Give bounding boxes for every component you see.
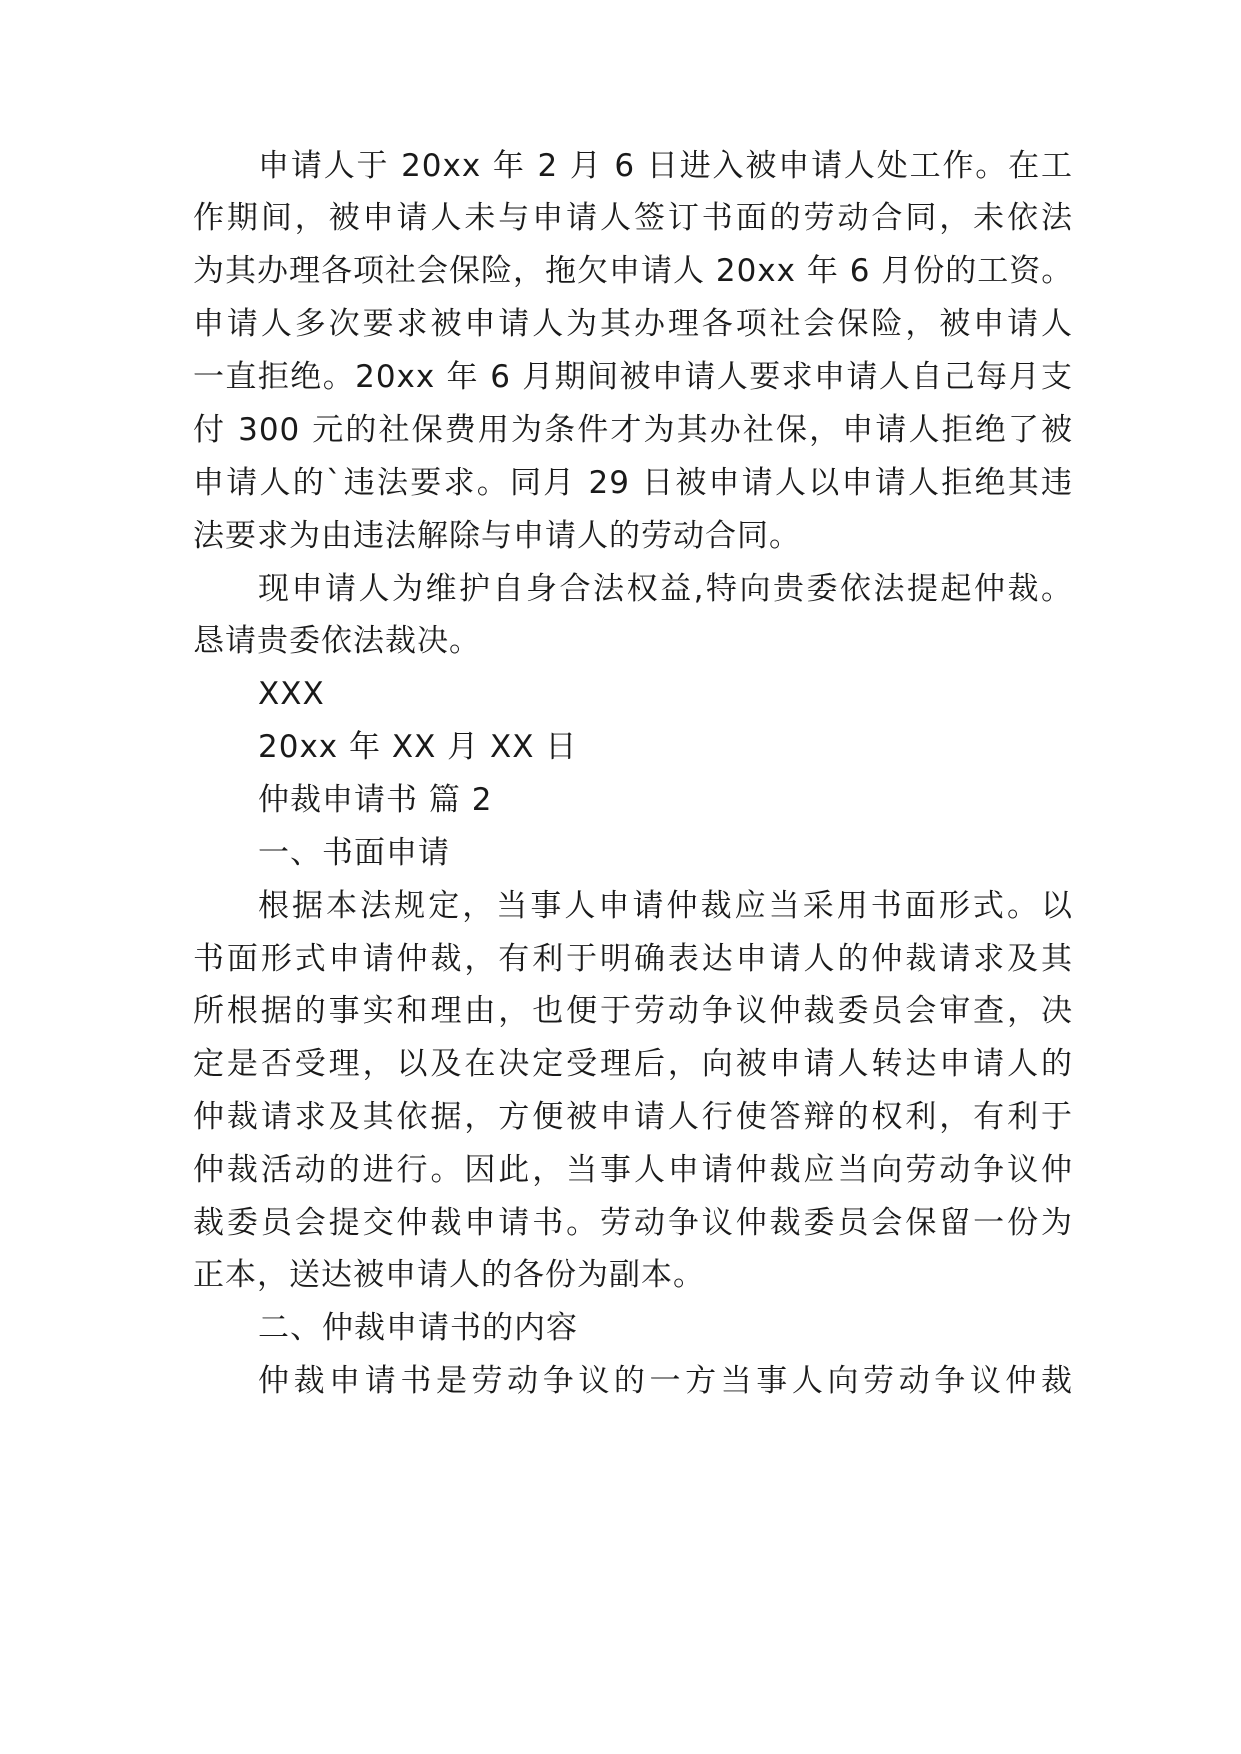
paragraph-line: 法要求为由违法解除与申请人的劳动合同。 xyxy=(193,518,801,554)
signature-name: XXX xyxy=(258,676,325,712)
paragraph-line: 恳请贵委依法裁决。 xyxy=(193,623,481,659)
paragraph-line: 现申请人为维护自身合法权益,特向贵委依法提起仲裁。 xyxy=(258,571,1073,607)
paragraph-line: 付 300 元的社保费用为条件才为其办社保，申请人拒绝了被 xyxy=(193,412,1073,448)
paragraph-line: 作期间，被申请人未与申请人签订书面的劳动合同，未依法 xyxy=(193,200,1073,236)
paragraph-line: 仲裁申请书是劳动争议的一方当事人向劳动争议仲裁 xyxy=(258,1363,1073,1399)
paragraph-line: 根据本法规定，当事人申请仲裁应当采用书面形式。以 xyxy=(258,888,1073,924)
section-heading: 二、仲裁申请书的内容 xyxy=(258,1310,578,1346)
paragraph-line: 仲裁请求及其依据，方便被申请人行使答辩的权利，有利于 xyxy=(193,1099,1073,1135)
paragraph-line: 一直拒绝。20xx 年 6 月期间被申请人要求申请人自己每月支 xyxy=(193,359,1073,395)
signature-date: 20xx 年 XX 月 XX 日 xyxy=(258,729,578,765)
section-title: 仲裁申请书 篇 2 xyxy=(258,782,493,818)
paragraph-line: 仲裁活动的进行。因此，当事人申请仲裁应当向劳动争议仲 xyxy=(193,1152,1073,1188)
paragraph-line: 定是否受理，以及在决定受理后，向被申请人转达申请人的 xyxy=(193,1046,1073,1082)
paragraph-line: 正本，送达被申请人的各份为副本。 xyxy=(193,1257,705,1293)
paragraph-line: 书面形式申请仲裁，有利于明确表达申请人的仲裁请求及其 xyxy=(193,941,1073,977)
section-heading: 一、书面申请 xyxy=(258,835,450,871)
paragraph-line: 申请人的`违法要求。同月 29 日被申请人以申请人拒绝其违 xyxy=(193,465,1073,501)
paragraph-line: 裁委员会提交仲裁申请书。劳动争议仲裁委员会保留一份为 xyxy=(193,1205,1073,1241)
paragraph-line: 为其办理各项社会保险，拖欠申请人 20xx 年 6 月份的工资。 xyxy=(193,253,1074,289)
paragraph-line: 所根据的事实和理由，也便于劳动争议仲裁委员会审查，决 xyxy=(193,993,1073,1029)
paragraph-line: 申请人于 20xx 年 2 月 6 日进入被申请人处工作。在工 xyxy=(258,148,1073,184)
paragraph-line: 申请人多次要求被申请人为其办理各项社会保险，被申请人 xyxy=(193,306,1073,342)
